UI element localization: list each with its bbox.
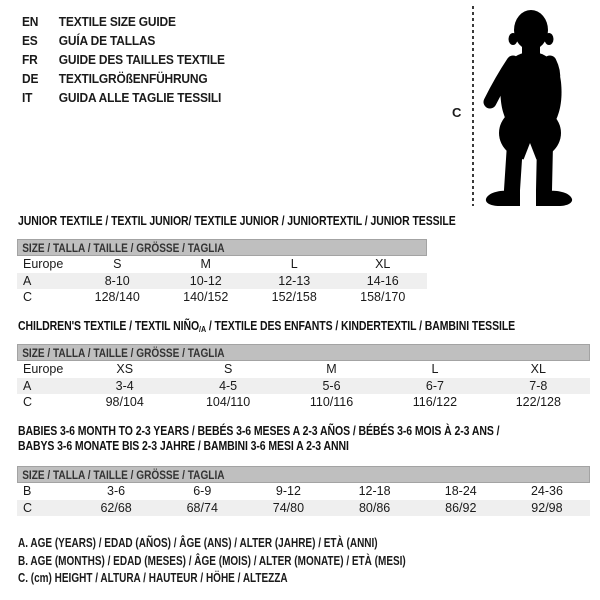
size-header-bar	[17, 239, 427, 256]
size-header-label: SIZE / TALLA / TAILLE / GRÖSSE / TAGLIA	[22, 240, 225, 255]
size-header-label: SIZE / TALLA / TAILLE / GRÖSSE / TAGLIA	[22, 467, 225, 482]
table-row	[17, 394, 590, 411]
row-label: Europe	[23, 257, 64, 272]
size-cell: 14-16	[366, 273, 399, 288]
size-cell: 104/110	[205, 395, 251, 410]
row-label: A	[23, 273, 32, 288]
size-cell: 98/104	[105, 395, 144, 410]
language-title: GUIDA ALLE TAGLIE TESSILI	[58, 90, 222, 105]
table-row	[17, 378, 590, 395]
legend-note-b: B. AGE (MONTHS) / EDAD (MESES) / ÂGE (MOIS) / ALTER (MONATE) / ETÀ (MESI)	[18, 553, 406, 568]
table-row	[17, 500, 590, 517]
children-title-pre: CHILDREN'S TEXTILE / TEXTIL NIÑO	[18, 319, 200, 333]
size-cell: L	[431, 362, 439, 377]
size-cell: XS	[116, 362, 134, 377]
size-cell: 12-18	[358, 484, 391, 499]
size-cell: 140/152	[183, 290, 229, 305]
row-label: A	[23, 378, 32, 393]
language-row	[22, 88, 225, 107]
table-row	[17, 361, 590, 378]
table-row	[17, 273, 427, 290]
language-title: GUIDE DES TAILLES TEXTILE	[58, 52, 225, 67]
size-cell: 74/80	[272, 500, 305, 515]
size-cell: S	[113, 257, 122, 272]
row-label: C	[23, 395, 33, 410]
size-cell: M	[326, 362, 337, 377]
size-cell: 10-12	[189, 273, 222, 288]
toddler-silhouette-icon	[479, 2, 579, 210]
children-title-sub: /A	[199, 324, 207, 334]
language-row	[22, 69, 225, 88]
babies-title-line1: BABIES 3-6 MONTH TO 2-3 YEARS / BEBÉS 3-6 MESES A 2-3 AÑOS / BÉBÉS 3-6 MOIS À 2-3 ANS /	[18, 424, 500, 438]
size-cell: 7-8	[529, 378, 548, 393]
language-title-list	[22, 12, 225, 107]
babies-title-line2: BABYS 3-6 MONATE BIS 2-3 JAHRE / BAMBINI 3-6 MESI A 2-3 ANNI	[18, 439, 349, 453]
legend-note-c: C. (cm) HEIGHT / ALTURA / HAUTEUR / HÖHE / ALTEZZA	[18, 571, 288, 586]
language-code: EN	[22, 14, 39, 29]
size-cell: 3-4	[115, 378, 134, 393]
children-size-table	[17, 344, 590, 411]
language-code: FR	[22, 52, 38, 67]
size-cell: 3-6	[107, 484, 126, 499]
size-cell: 24-36	[530, 484, 563, 499]
row-label: B	[23, 484, 32, 499]
table-row	[17, 483, 590, 500]
size-cell: 9-12	[275, 484, 301, 499]
babies-size-table	[17, 466, 590, 516]
size-cell: 92/98	[531, 500, 563, 515]
size-header-label: SIZE / TALLA / TAILLE / GRÖSSE / TAGLIA	[22, 345, 225, 360]
size-cell: 8-10	[104, 273, 130, 288]
size-cell: 116/122	[412, 395, 458, 410]
legend-note-a: A. AGE (YEARS) / EDAD (AÑOS) / ÂGE (ANS) / ALTER (JAHRE) / ETÀ (ANNI)	[18, 536, 378, 550]
size-cell: 62/68	[100, 500, 132, 515]
children-title-post: / TEXTILE DES ENFANTS / KINDERTEXTIL / BAMBINI TESSILE	[206, 319, 516, 333]
size-cell: 152/158	[271, 290, 317, 305]
size-cell: 110/116	[309, 395, 354, 410]
row-label: C	[23, 500, 33, 515]
size-cell: 80/86	[358, 500, 391, 515]
legend-notes	[18, 535, 406, 588]
size-cell: L	[290, 257, 298, 272]
table-row	[17, 289, 427, 306]
size-cell: 158/170	[360, 290, 406, 305]
row-label: Europe	[23, 362, 64, 377]
size-cell: 86/92	[445, 500, 477, 515]
height-measure-dashed-line	[472, 6, 474, 206]
size-cell: XL	[375, 257, 391, 272]
size-cell: 122/128	[515, 395, 561, 410]
language-row	[22, 50, 225, 69]
size-cell: XL	[530, 362, 546, 377]
language-row	[22, 12, 225, 31]
size-header-bar	[17, 466, 590, 483]
size-cell: S	[223, 362, 233, 377]
size-cell: 68/74	[186, 500, 218, 515]
size-cell: 128/140	[94, 290, 140, 305]
junior-table-title: JUNIOR TEXTILE / TEXTIL JUNIOR/ TEXTILE JUNIOR / JUNIORTEXTIL / JUNIOR TESSILE	[18, 214, 456, 228]
language-code: IT	[22, 90, 33, 105]
language-title: TEXTILE SIZE GUIDE	[58, 14, 176, 29]
size-cell: M	[200, 257, 211, 272]
size-cell: 18-24	[444, 484, 477, 499]
size-cell: 6-7	[425, 378, 444, 393]
height-marker-label: C	[452, 105, 462, 120]
size-cell: 12-13	[278, 273, 311, 288]
row-label: C	[23, 290, 33, 305]
language-title: TEXTILGRÖßENFÜHRUNG	[58, 71, 208, 86]
language-row	[22, 31, 225, 50]
size-header-bar	[17, 344, 590, 361]
children-table-title	[18, 319, 515, 334]
size-cell: 6-9	[193, 484, 212, 499]
size-cell: 5-6	[322, 378, 341, 393]
junior-size-table	[17, 239, 427, 306]
size-cell: 4-5	[219, 378, 238, 393]
table-row	[17, 256, 427, 273]
language-code: DE	[22, 71, 39, 86]
language-code: ES	[22, 33, 38, 48]
babies-table-title	[18, 424, 499, 454]
language-title: GUÍA DE TALLAS	[58, 33, 156, 48]
